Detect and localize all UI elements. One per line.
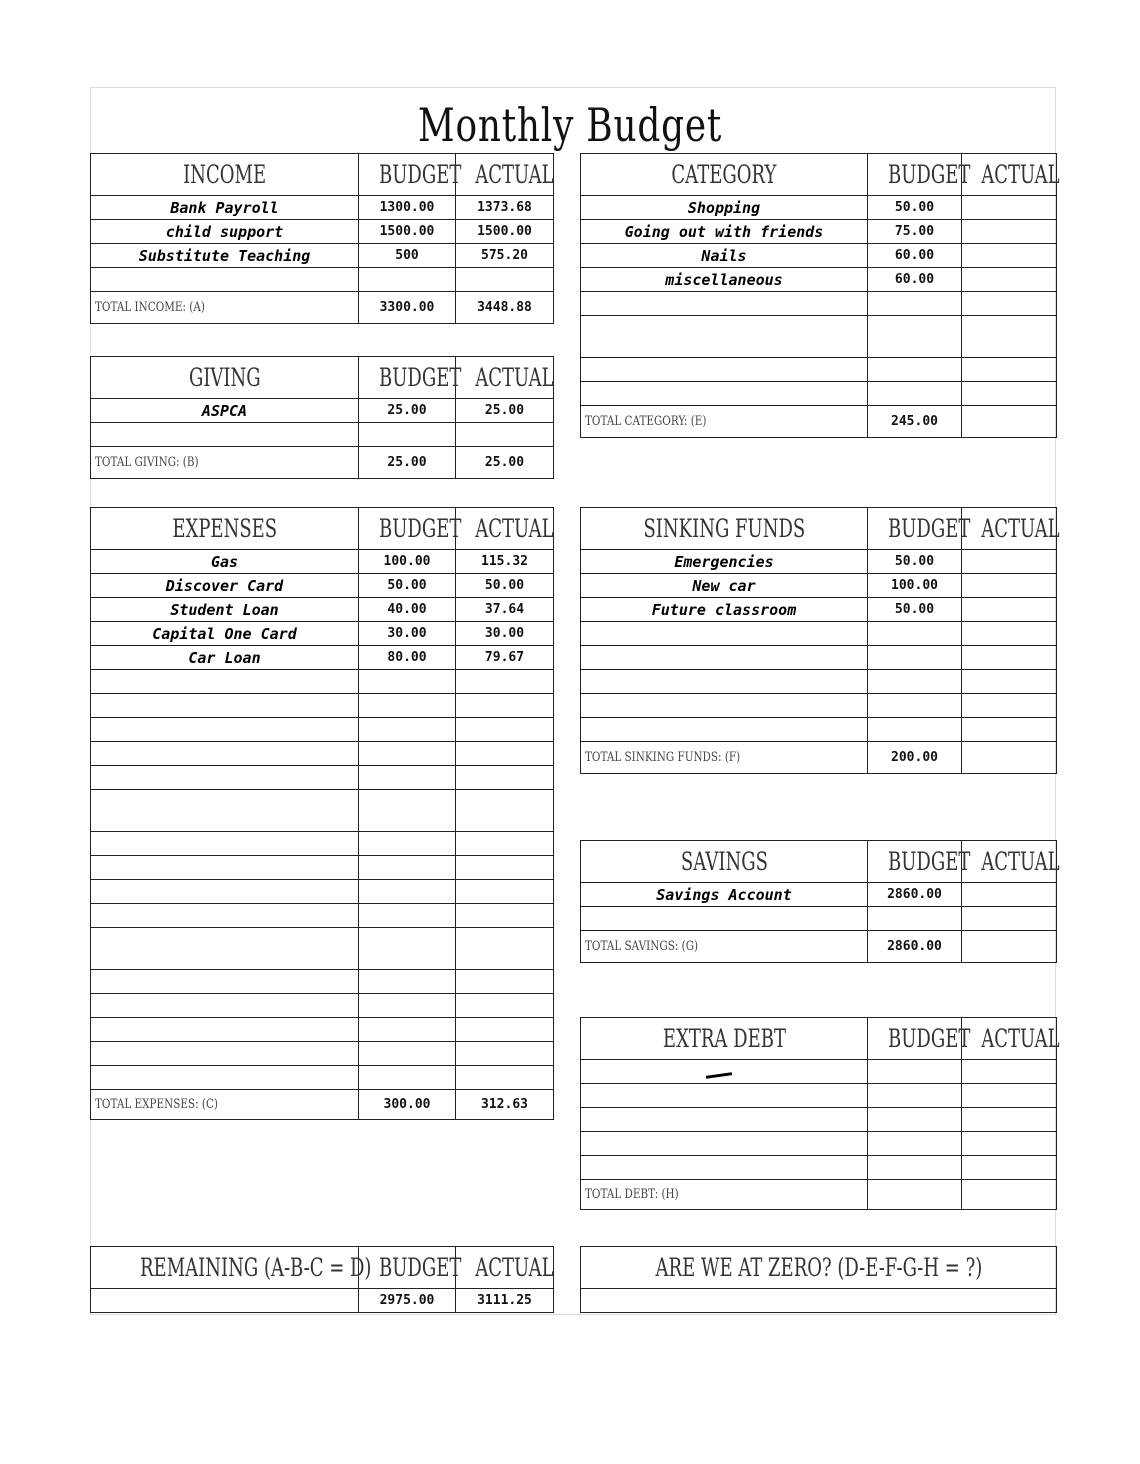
category-table — [580, 153, 1060, 438]
category-row-name[interactable]: Shopping — [581, 196, 868, 220]
expense-row-name[interactable] — [91, 742, 359, 766]
expense-row-actual[interactable] — [456, 694, 554, 718]
expense-row-name[interactable] — [91, 790, 359, 832]
category-row-name[interactable] — [581, 382, 868, 406]
expense-row-name[interactable] — [91, 832, 359, 856]
budget-header: BUDGET — [359, 357, 456, 399]
expense-row-budget[interactable] — [359, 670, 456, 694]
category-row-name[interactable] — [581, 358, 868, 382]
expense-row-actual[interactable] — [456, 1018, 554, 1042]
income-header: INCOME — [91, 154, 359, 196]
expense-row-actual[interactable]: 30.00 — [456, 622, 554, 646]
expense-row-budget[interactable] — [359, 928, 456, 970]
category-row-actual[interactable] — [962, 358, 1057, 382]
expense-row-actual[interactable] — [456, 742, 554, 766]
category-total-actual — [962, 406, 1057, 438]
sinking-total-label: TOTAL SINKING FUNDS: (F) — [581, 742, 868, 774]
budget-header: BUDGET — [868, 841, 962, 883]
expenses-header: EXPENSES — [91, 508, 359, 550]
sinking-row-budget[interactable] — [868, 694, 962, 718]
income-row-name[interactable]: child support — [91, 220, 359, 244]
extra-debt-row-budget[interactable] — [868, 1060, 962, 1084]
expense-row-actual[interactable] — [456, 880, 554, 904]
expense-row-actual[interactable] — [456, 928, 554, 970]
category-row-budget[interactable]: 60.00 — [868, 244, 962, 268]
savings-row-actual[interactable] — [962, 883, 1057, 907]
expense-row-actual[interactable] — [456, 832, 554, 856]
expense-row-actual[interactable] — [456, 856, 554, 880]
sinking-total-budget: 200.00 — [868, 742, 962, 774]
savings-row-budget[interactable] — [868, 907, 962, 931]
expense-row-actual[interactable] — [456, 766, 554, 790]
expense-row-budget[interactable]: 100.00 — [359, 550, 456, 574]
zero-check-table — [580, 1246, 1057, 1313]
extra-debt-row-name[interactable] — [581, 1108, 868, 1132]
actual-header: ACTUAL — [962, 1018, 1057, 1060]
expense-row-actual[interactable]: 50.00 — [456, 574, 554, 598]
expense-row-actual[interactable]: 37.64 — [456, 598, 554, 622]
sinking-row-actual[interactable] — [962, 646, 1057, 670]
income-total-budget: 3300.00 — [359, 292, 456, 324]
actual-header: ACTUAL — [456, 1247, 554, 1289]
income-total-actual: 3448.88 — [456, 292, 554, 324]
savings-row-budget[interactable]: 2860.00 — [868, 883, 962, 907]
sinking-funds-table — [580, 507, 1060, 774]
expense-row-budget[interactable] — [359, 742, 456, 766]
sinking-row-actual[interactable] — [962, 622, 1057, 646]
category-row-name[interactable]: miscellaneous — [581, 268, 868, 292]
expense-row-actual[interactable]: 115.32 — [456, 550, 554, 574]
category-row-actual[interactable] — [962, 382, 1057, 406]
expense-row-name[interactable] — [91, 970, 359, 994]
expense-row-name[interactable] — [91, 904, 359, 928]
savings-header: SAVINGS — [581, 841, 868, 883]
giving-row-actual[interactable] — [456, 423, 554, 447]
budget-header: BUDGET — [359, 154, 456, 196]
category-row-actual[interactable] — [962, 220, 1057, 244]
actual-header: ACTUAL — [456, 154, 554, 196]
extra-debt-row-actual[interactable] — [962, 1084, 1057, 1108]
debt-total-label: TOTAL DEBT: (H) — [581, 1180, 868, 1210]
expense-row-budget[interactable]: 50.00 — [359, 574, 456, 598]
budget-header: BUDGET — [868, 1018, 962, 1060]
expense-row-budget[interactable] — [359, 994, 456, 1018]
category-header: CATEGORY — [581, 154, 868, 196]
remaining-row[interactable] — [91, 1289, 359, 1313]
expense-row-name[interactable]: Capital One Card — [91, 622, 359, 646]
income-table — [90, 153, 554, 324]
extra-debt-row-budget[interactable] — [868, 1084, 962, 1108]
expense-row-budget[interactable] — [359, 766, 456, 790]
extra-debt-row-actual[interactable] — [962, 1156, 1057, 1180]
expense-row-budget[interactable] — [359, 856, 456, 880]
giving-row-name[interactable] — [91, 423, 359, 447]
income-row-name[interactable]: Substitute Teaching — [91, 244, 359, 268]
expense-row-actual[interactable] — [456, 970, 554, 994]
sinking-row-budget[interactable]: 50.00 — [868, 598, 962, 622]
sinking-row-name[interactable] — [581, 694, 868, 718]
remaining-budget[interactable]: 2975.00 — [359, 1289, 456, 1313]
remaining-actual[interactable]: 3111.25 — [456, 1289, 554, 1313]
expense-row-budget[interactable]: 30.00 — [359, 622, 456, 646]
sinking-row-budget[interactable] — [868, 646, 962, 670]
category-row-name[interactable]: Going out with friends — [581, 220, 868, 244]
actual-header: ACTUAL — [456, 508, 554, 550]
category-row-budget[interactable] — [868, 292, 962, 316]
income-row-budget[interactable] — [359, 268, 456, 292]
expense-row-actual[interactable] — [456, 670, 554, 694]
budget-header: BUDGET — [359, 1247, 456, 1289]
expense-row-budget[interactable] — [359, 1018, 456, 1042]
remaining-table — [90, 1246, 554, 1313]
actual-header: ACTUAL — [962, 841, 1057, 883]
expense-row-actual[interactable] — [456, 718, 554, 742]
extra-debt-row-name[interactable] — [581, 1132, 868, 1156]
category-row-budget[interactable]: 60.00 — [868, 268, 962, 292]
extra-debt-row-actual[interactable] — [962, 1060, 1057, 1084]
expense-row-budget[interactable]: 80.00 — [359, 646, 456, 670]
income-row-budget[interactable]: 1300.00 — [359, 196, 456, 220]
category-row-name[interactable] — [581, 292, 868, 316]
extra-debt-table — [580, 1017, 1060, 1210]
savings-table — [580, 840, 1060, 963]
sinking-row-budget[interactable]: 100.00 — [868, 574, 962, 598]
category-row-actual[interactable] — [962, 244, 1057, 268]
extra-debt-row-actual[interactable] — [962, 1108, 1057, 1132]
zero-check-header: ARE WE AT ZERO? (D-E-F-G-H = ?) — [581, 1247, 1057, 1289]
extra-debt-row-budget[interactable] — [868, 1156, 962, 1180]
giving-total-budget: 25.00 — [359, 447, 456, 479]
sinking-row-actual[interactable] — [962, 718, 1057, 742]
category-row-budget[interactable] — [868, 316, 962, 358]
debt-total-actual — [962, 1180, 1057, 1210]
savings-total-label: TOTAL SAVINGS: (G) — [581, 931, 868, 963]
sinking-row-name[interactable] — [581, 622, 868, 646]
income-row-actual[interactable] — [456, 268, 554, 292]
expense-row-name[interactable] — [91, 766, 359, 790]
giving-row-budget[interactable]: 25.00 — [359, 399, 456, 423]
expense-row-budget[interactable] — [359, 970, 456, 994]
expenses-total-budget: 300.00 — [359, 1090, 456, 1120]
sinking-row-budget[interactable]: 50.00 — [868, 550, 962, 574]
category-row-budget[interactable] — [868, 358, 962, 382]
sinking-header: SINKING FUNDS — [581, 508, 868, 550]
remaining-header: REMAINING (A-B-C = D) — [91, 1247, 359, 1289]
expenses-total-label: TOTAL EXPENSES: (C) — [91, 1090, 359, 1120]
sinking-row-budget[interactable] — [868, 718, 962, 742]
sinking-row-budget[interactable] — [868, 622, 962, 646]
giving-row-name[interactable]: ASPCA — [91, 399, 359, 423]
category-total-budget: 245.00 — [868, 406, 962, 438]
extra-debt-row-actual[interactable] — [962, 1132, 1057, 1156]
expense-row-budget[interactable] — [359, 880, 456, 904]
expense-row-budget[interactable] — [359, 904, 456, 928]
giving-row-actual[interactable]: 25.00 — [456, 399, 554, 423]
extra-debt-row-name[interactable] — [581, 1060, 868, 1084]
giving-total-actual: 25.00 — [456, 447, 554, 479]
savings-row-name[interactable]: Savings Account — [581, 883, 868, 907]
sinking-row-name[interactable] — [581, 646, 868, 670]
category-row-name[interactable] — [581, 316, 868, 358]
category-row-actual[interactable] — [962, 268, 1057, 292]
expenses-table — [90, 507, 554, 1120]
expense-row-name[interactable] — [91, 856, 359, 880]
extra-debt-row-name[interactable] — [581, 1156, 868, 1180]
category-total-label: TOTAL CATEGORY: (E) — [581, 406, 868, 438]
sinking-row-actual[interactable] — [962, 598, 1057, 622]
category-row-actual[interactable] — [962, 196, 1057, 220]
expense-row-budget[interactable] — [359, 694, 456, 718]
extra-debt-row-budget[interactable] — [868, 1108, 962, 1132]
category-row-actual[interactable] — [962, 316, 1057, 358]
expense-row-actual[interactable] — [456, 994, 554, 1018]
income-row-actual[interactable]: 1500.00 — [456, 220, 554, 244]
income-total-label: TOTAL INCOME: (A) — [91, 292, 359, 324]
expense-row-name[interactable] — [91, 694, 359, 718]
income-row-actual[interactable]: 575.20 — [456, 244, 554, 268]
debt-total-budget — [868, 1180, 962, 1210]
expense-row-budget[interactable]: 40.00 — [359, 598, 456, 622]
category-row-budget[interactable]: 50.00 — [868, 196, 962, 220]
extra-debt-header: EXTRA DEBT — [581, 1018, 868, 1060]
expense-row-budget[interactable] — [359, 1042, 456, 1066]
expense-row-name[interactable] — [91, 928, 359, 970]
income-row-name[interactable] — [91, 268, 359, 292]
savings-row-name[interactable] — [581, 907, 868, 931]
category-row-budget[interactable] — [868, 382, 962, 406]
expense-row-name[interactable]: Gas — [91, 550, 359, 574]
sinking-row-actual[interactable] — [962, 694, 1057, 718]
expense-row-name[interactable] — [91, 1018, 359, 1042]
actual-header: ACTUAL — [962, 154, 1057, 196]
actual-header: ACTUAL — [456, 357, 554, 399]
expense-row-name[interactable] — [91, 880, 359, 904]
expense-row-budget[interactable] — [359, 790, 456, 832]
savings-row-actual[interactable] — [962, 907, 1057, 931]
sinking-row-name[interactable]: Future classroom — [581, 598, 868, 622]
extra-debt-row-name[interactable] — [581, 1084, 868, 1108]
expense-row-actual[interactable]: 79.67 — [456, 646, 554, 670]
sinking-row-budget[interactable] — [868, 670, 962, 694]
extra-debt-row-budget[interactable] — [868, 1132, 962, 1156]
category-row-actual[interactable] — [962, 292, 1057, 316]
sinking-row-name[interactable] — [581, 718, 868, 742]
category-row-budget[interactable]: 75.00 — [868, 220, 962, 244]
sinking-row-name[interactable] — [581, 670, 868, 694]
expense-row-actual[interactable] — [456, 904, 554, 928]
income-row-budget[interactable]: 500 — [359, 244, 456, 268]
sinking-total-actual — [962, 742, 1057, 774]
dash-mark — [706, 1072, 732, 1079]
sinking-row-actual[interactable] — [962, 574, 1057, 598]
savings-total-actual — [962, 931, 1057, 963]
income-row-actual[interactable]: 1373.68 — [456, 196, 554, 220]
income-row-name[interactable]: Bank Payroll — [91, 196, 359, 220]
giving-row-budget[interactable] — [359, 423, 456, 447]
expenses-total-actual: 312.63 — [456, 1090, 554, 1120]
category-row-name[interactable]: Nails — [581, 244, 868, 268]
giving-table — [90, 356, 554, 479]
sinking-row-actual[interactable] — [962, 670, 1057, 694]
expense-row-name[interactable]: Student Loan — [91, 598, 359, 622]
zero-check-row[interactable] — [581, 1289, 1057, 1313]
sinking-row-name[interactable]: New car — [581, 574, 868, 598]
income-row-budget[interactable]: 1500.00 — [359, 220, 456, 244]
budget-header: BUDGET — [868, 154, 962, 196]
expense-row-actual[interactable] — [456, 1066, 554, 1090]
giving-total-label: TOTAL GIVING: (B) — [91, 447, 359, 479]
expense-row-name[interactable] — [91, 670, 359, 694]
sinking-row-name[interactable]: Emergencies — [581, 550, 868, 574]
expense-row-name[interactable] — [91, 718, 359, 742]
expense-row-actual[interactable] — [456, 1042, 554, 1066]
savings-total-budget: 2860.00 — [868, 931, 962, 963]
expense-row-budget[interactable] — [359, 832, 456, 856]
expense-row-name[interactable]: Discover Card — [91, 574, 359, 598]
expense-row-actual[interactable] — [456, 790, 554, 832]
actual-header: ACTUAL — [962, 508, 1057, 550]
budget-header: BUDGET — [868, 508, 962, 550]
sinking-row-actual[interactable] — [962, 550, 1057, 574]
expense-row-name[interactable] — [91, 1042, 359, 1066]
expense-row-name[interactable] — [91, 1066, 359, 1090]
expense-row-name[interactable] — [91, 994, 359, 1018]
giving-header: GIVING — [91, 357, 359, 399]
expense-row-budget[interactable] — [359, 718, 456, 742]
expense-row-budget[interactable] — [359, 1066, 456, 1090]
budget-header: BUDGET — [359, 508, 456, 550]
expense-row-name[interactable]: Car Loan — [91, 646, 359, 670]
page-title: Monthly Budget — [417, 98, 723, 152]
